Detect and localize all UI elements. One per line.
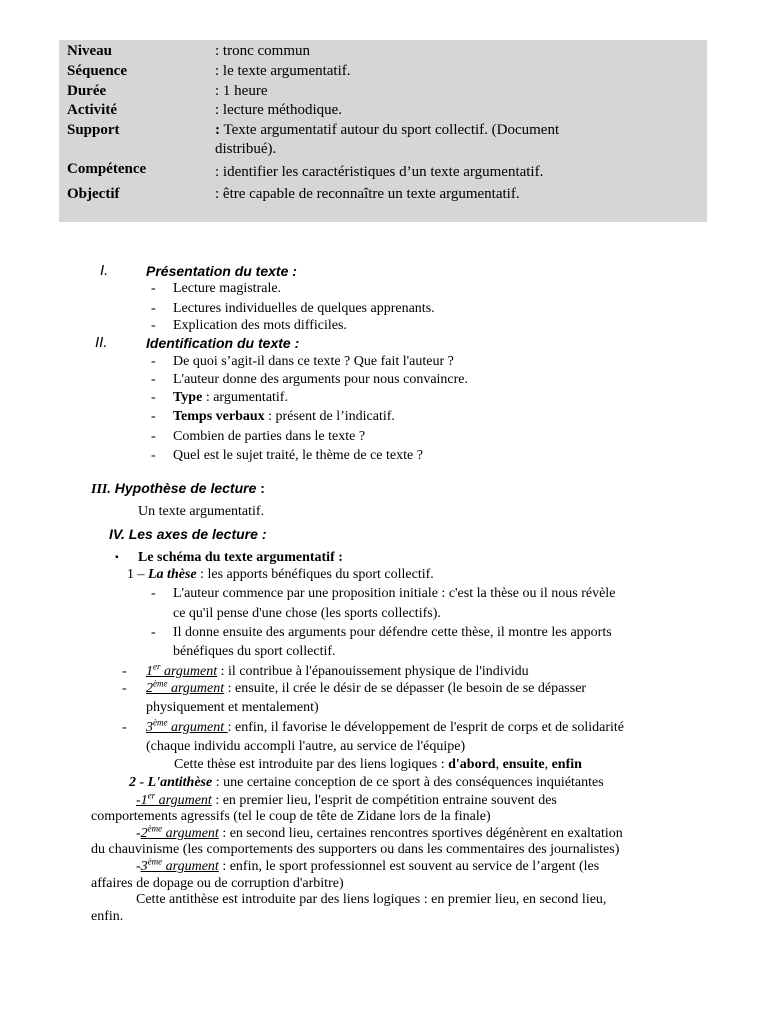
list-item: L'auteur donne des arguments pour nous convaincre.	[173, 372, 469, 387]
list-item: L'auteur commence par une proposition initiale : c'est la thèse ou il nous révèle	[173, 586, 616, 601]
these-text: : les apports bénéfiques du sport collectif.	[196, 567, 434, 582]
these-argument-1: 1er argument : il contribue à l'épanouissement physique de l'individu	[146, 661, 529, 679]
dash: -	[151, 409, 156, 424]
argument-label: 3ème argument	[140, 856, 219, 874]
label-sequence: Séquence	[67, 63, 127, 79]
dash: -	[151, 318, 156, 333]
label-support: Support	[67, 122, 120, 138]
list-item: Quel est le sujet traité, le thème de ce texte ?	[173, 448, 423, 463]
argument-label: 1er argument	[146, 661, 218, 679]
section3-number: III.	[91, 482, 111, 497]
value-sequence: : le texte argumentatif.	[215, 63, 351, 79]
antithese-conclusion: Cette antithèse est introduite par des liens logiques : en premier lieu, en second lieu,	[136, 892, 607, 907]
value-support	[215, 121, 559, 139]
dash: -	[151, 301, 156, 316]
schema-title: Le schéma du texte argumentatif :	[138, 550, 343, 565]
section3-text: Un texte argumentatif.	[138, 504, 265, 519]
antithese-line	[129, 774, 604, 791]
list-item	[173, 408, 395, 425]
dash: -	[151, 448, 156, 463]
section4-heading	[109, 526, 266, 543]
antithese-argument-3: -3ème argument : enfin, le sport professionnel est souvent au service de l’argent (les	[136, 856, 600, 874]
value-duree: : 1 heure	[215, 83, 268, 99]
section2-title: Identification du texte :	[146, 335, 300, 351]
type-label: Type	[173, 390, 203, 405]
list-item: Il donne ensuite des arguments pour défendre cette thèse, il montre les apports	[173, 625, 612, 640]
dash: -	[122, 664, 127, 679]
argument-label: 2ème argument	[146, 678, 225, 696]
antithese-conclusion-cont: enfin.	[91, 909, 124, 924]
these-argument-2-cont: physiquement et mentalement)	[146, 700, 319, 715]
dash: -	[122, 681, 127, 696]
support-text: Texte argumentatif autour du sport collectif. (Document	[220, 122, 560, 138]
value-competence: : identifier les caractéristiques d’un texte argumentatif.	[215, 164, 544, 180]
connector: enfin	[551, 757, 582, 772]
these-argument-3-cont: (chaque individu accompli l'autre, au service de l'équipe)	[146, 739, 466, 754]
bullet-icon: ▪	[115, 552, 119, 563]
these-argument-2: 2ème argument : ensuite, il crée le désir de se dépasser (le besoin de se dépasser	[146, 678, 587, 696]
section1-title: Présentation du texte :	[146, 263, 297, 279]
argument-label: 3ème argument	[146, 717, 228, 735]
temps-label: Temps verbaux	[173, 409, 265, 424]
list-item: Combien de parties dans le texte ?	[173, 429, 366, 444]
connector: d'abord	[448, 757, 496, 772]
these-num: 1 –	[127, 567, 148, 582]
argument-label: 2ème argument	[140, 823, 219, 841]
antithese-argument-1: -1er argument : en premier lieu, l'esprit de compétition entraine souvent des	[136, 790, 557, 808]
antithese-label: 2 - L'antithèse	[129, 775, 213, 790]
section3-colon: :	[260, 480, 265, 496]
section1-number: I.	[100, 262, 109, 279]
label-niveau: Niveau	[67, 43, 112, 59]
list-item: Lectures individuelles de quelques apprenants.	[173, 301, 435, 316]
dash: -	[151, 586, 156, 601]
antithese-argument-3-cont: affaires de dopage ou de corruption d'arbitre)	[91, 876, 344, 891]
section3-title: Hypothèse de lecture	[114, 480, 257, 496]
dash: -	[151, 390, 156, 405]
value-objectif: : être capable de reconnaître un texte argumentatif.	[215, 186, 520, 202]
label-duree: Durée	[67, 83, 107, 99]
dash: -	[151, 281, 156, 296]
connector: ensuite	[502, 757, 545, 772]
list-item: De quoi s’agit-il dans ce texte ? Que fait l'auteur ?	[173, 354, 454, 369]
dash: -	[151, 625, 156, 640]
type-value: : argumentatif.	[202, 390, 288, 405]
these-conclusion: Cette thèse est introduite par des liens logiques : d'abord, ensuite, enfin	[174, 757, 582, 772]
list-item: Lecture magistrale.	[173, 281, 282, 296]
label-objectif: Objectif	[67, 186, 120, 202]
these-label: La thèse	[148, 567, 197, 582]
temps-value: : présent de l’indicatif.	[264, 409, 395, 424]
dash: -	[151, 372, 156, 387]
label-competence: Compétence	[67, 161, 147, 177]
value-activite: : lecture méthodique.	[215, 102, 343, 118]
dash: -	[151, 354, 156, 369]
antithese-argument-1-cont: comportements agressifs (tel le coup de tête de Zidane lors de la finale)	[91, 809, 491, 824]
section4-title: IV. Les axes de lecture	[109, 526, 258, 542]
section3-heading	[91, 480, 265, 498]
these-argument-3: 3ème argument : enfin, il favorise le développement de l'esprit de corps et de solidarité	[146, 717, 624, 735]
value-support-line2: distribué).	[215, 141, 277, 157]
dash: -	[122, 720, 127, 735]
antithese-argument-2: -2ème argument : en second lieu, certaines rencontres sportives dégénèrent en exaltation	[136, 823, 623, 841]
section4-colon: :	[261, 526, 267, 542]
value-niveau: : tronc commun	[215, 43, 310, 59]
section2-number: II.	[95, 334, 108, 351]
label-activite: Activité	[67, 102, 117, 118]
dash: -	[151, 429, 156, 444]
list-item-cont: bénéfiques du sport collectif.	[173, 644, 336, 659]
antithese-argument-2-cont: du chauvinisme (les comportements des supporters ou dans les commentaires des journalistes)	[91, 842, 620, 857]
argument-label: -1er argument	[136, 790, 212, 808]
support-colon: :	[215, 122, 220, 138]
list-item: Explication des mots difficiles.	[173, 318, 347, 333]
list-item	[173, 389, 288, 406]
antithese-text: : une certaine conception de ce sport à des conséquences inquiétantes	[212, 775, 604, 790]
these-line	[127, 566, 434, 583]
list-item-cont: ce qu'il pense d'une chose (les sports collectifs).	[173, 606, 441, 621]
